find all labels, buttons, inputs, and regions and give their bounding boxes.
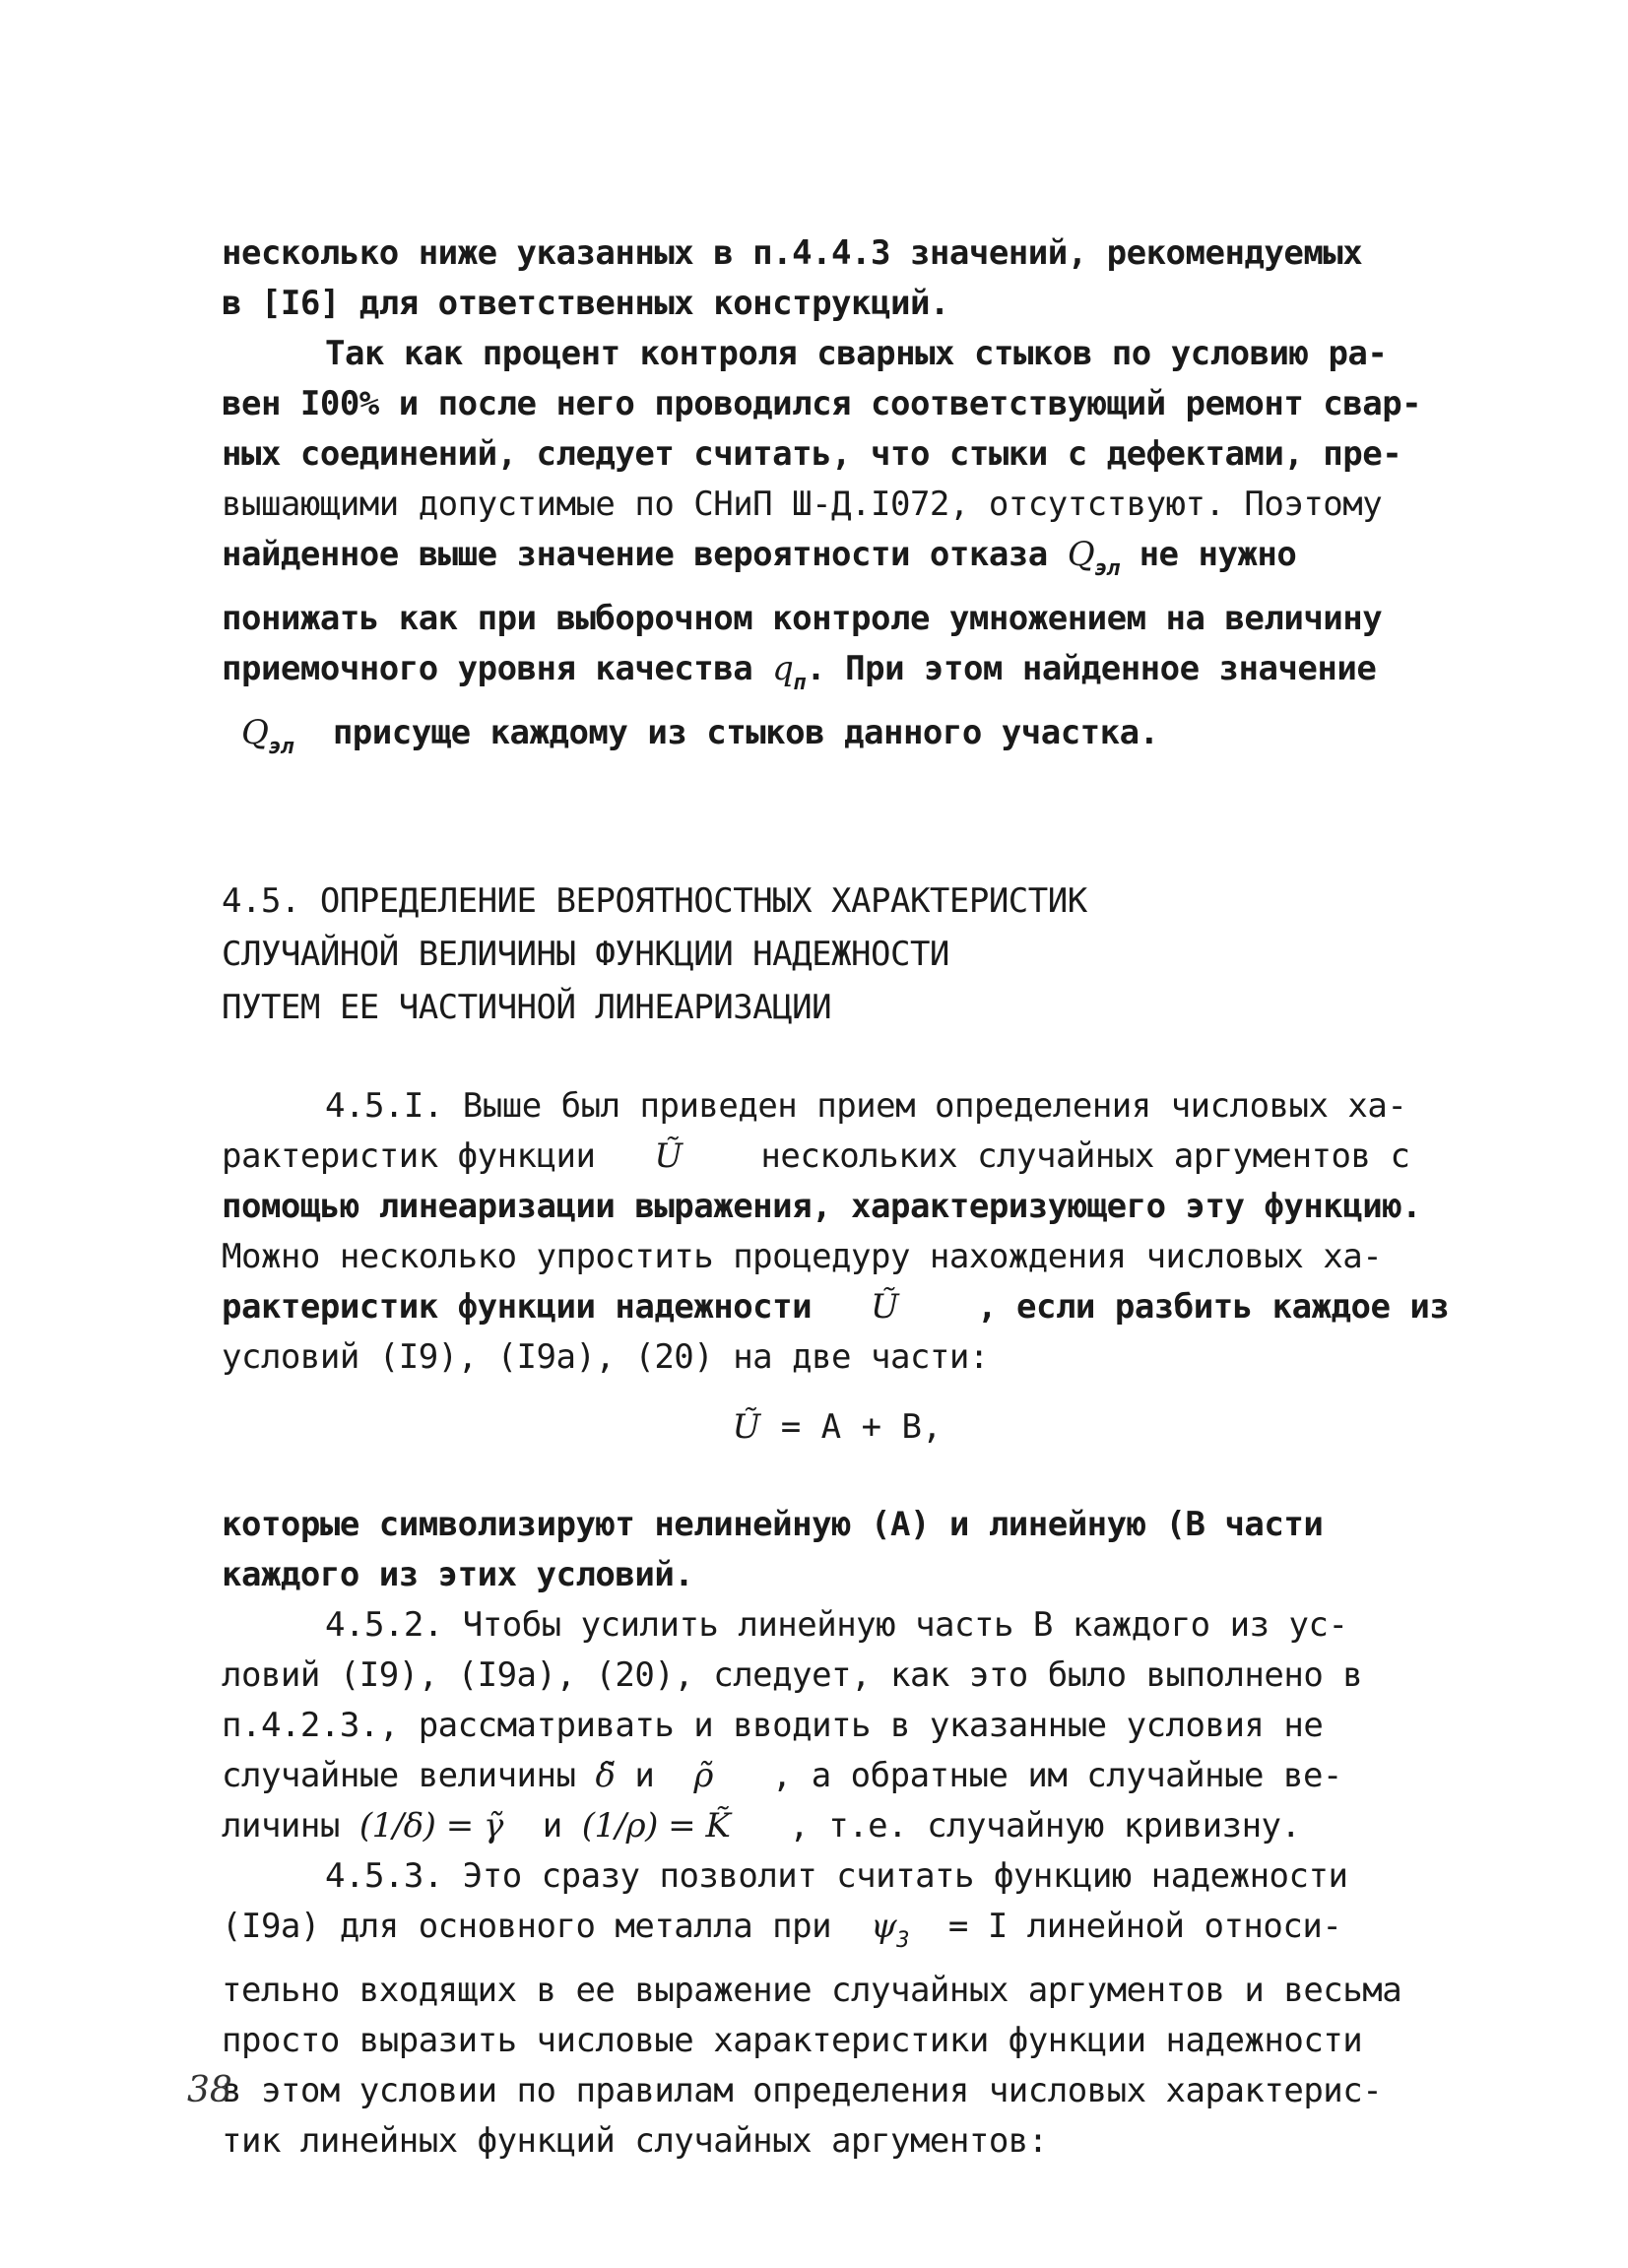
text-line: Можно несколько упростить процедуру нахождения числовых ха-: [222, 1237, 1383, 1276]
text-line: 4.5.3. Это сразу позволит считать функцию надежности: [325, 1856, 1348, 1896]
text-line: несколько ниже указанных в п.4.4.3 значений, рекомендуемых: [222, 233, 1363, 273]
math-symbol-u: Ũ: [654, 1136, 683, 1176]
text-line: тельно входящих в ее выражение случайных аргументов и весьма: [222, 1971, 1402, 2010]
text-line: тик линейных функций случайных аргументов:: [222, 2121, 1048, 2161]
text-line: ных соединений, следует считать, что стыки с дефектами, пре-: [222, 434, 1402, 474]
text-line: 4.5.2. Чтобы усилить линейную часть В каждого из ус-: [325, 1605, 1348, 1645]
math-expression: (1/ρ) = K̃: [581, 1806, 731, 1846]
text-line: понижать как при выборочном контроле умножением на величину: [222, 599, 1383, 638]
text-line: условий (I9), (I9а), (20) на две части:: [222, 1337, 989, 1377]
text-segment: приемочного уровня качества: [222, 649, 753, 688]
text-segment: рактеристик функции: [222, 1136, 596, 1176]
text-line: помощью линеаризации выражения, характеризующего эту функцию.: [222, 1187, 1422, 1226]
text-segment: (I9а) для основного металла при: [222, 1907, 832, 1946]
text-line: каждого из этих условий.: [222, 1555, 694, 1594]
text-line: просто выразить числовые характеристики функции надежности: [222, 2021, 1363, 2060]
text-line: [222, 1132, 1453, 1182]
text-line: 4.5.I. Выше был приведен прием определения числовых ха-: [325, 1086, 1407, 1126]
text-segment: рактеристик функции надежности: [222, 1287, 813, 1327]
math-subscript: 3: [896, 1928, 909, 1953]
text-line: [222, 708, 1453, 772]
text-segment: случайные величины: [222, 1756, 576, 1795]
section-heading: 4.5. ОПРЕДЕЛЕНИЕ ВЕРОЯТНОСТНЫХ ХАРАКТЕРИСТИК: [222, 881, 1087, 921]
text-line: вен I00% и после него проводился соответствующий ремонт свар-: [222, 384, 1422, 423]
text-segment: , если разбить каждое из: [977, 1287, 1450, 1327]
text-line: п.4.2.3., рассматривать и вводить в указанные условия не: [222, 1706, 1324, 1745]
math-subscript: эл: [1094, 556, 1120, 581]
section-heading: СЛУЧАЙНОЙ ВЕЛИЧИНЫ ФУНКЦИИ НАДЕЖНОСТИ: [222, 935, 949, 974]
text-segment: нескольких случайных аргументов с: [760, 1136, 1410, 1176]
math-subscript: п: [793, 671, 807, 695]
text-line: в [I6] для ответственных конструкций.: [222, 284, 949, 323]
math-symbol-delta: δ̃: [595, 1756, 616, 1795]
math-symbol-u: Ũ: [871, 1287, 899, 1327]
math-symbol-psi: ψ: [871, 1907, 897, 1946]
text-segment: не нужно: [1139, 535, 1297, 574]
equation: [222, 1402, 1453, 1453]
math-symbol-q: q: [772, 649, 794, 688]
text-line: [222, 1751, 1453, 1801]
text-line: в этом условии по правилам определения числовых характерис-: [222, 2071, 1383, 2110]
text-segment: личины: [222, 1806, 340, 1846]
text-line: Так как процент контроля сварных стыков по условию ра-: [325, 334, 1388, 373]
document-page: [222, 228, 1453, 2167]
math-symbol-u: Ũ: [732, 1407, 761, 1447]
text-line: [222, 1902, 1453, 1966]
text-line: которые символизируют нелинейную (A) и линейную (B части: [222, 1505, 1324, 1544]
text-segment: . При этом найденное значение: [806, 649, 1377, 688]
text-segment: найденное выше значение вероятности отказа: [222, 535, 1048, 574]
text-line: вышающими допустимые по СНиП Ш-Д.I072, отсутствуют. Поэтому: [222, 485, 1383, 524]
text-line: [222, 1282, 1453, 1332]
math-subscript: эл: [268, 735, 293, 759]
math-symbol-q: Q: [1067, 535, 1095, 574]
text-segment: и: [634, 1756, 655, 1795]
text-segment: присуще каждому из стыков данного участка.: [332, 713, 1159, 752]
math-symbol-rho: ρ̃: [693, 1756, 713, 1795]
text-line: [222, 1801, 1453, 1851]
math-symbol-q: Q: [241, 713, 269, 752]
equation-rest: = A + B,: [780, 1407, 943, 1447]
text-segment: = I линейной относи-: [947, 1907, 1342, 1946]
text-line: [222, 530, 1453, 594]
text-segment: , т.е. случайную кривизну.: [789, 1806, 1301, 1846]
text-line: ловий (I9), (I9а), (20), следует, как это было выполнено в: [222, 1655, 1363, 1695]
page-number: 38: [187, 2070, 232, 2110]
math-expression: (1/δ) = γ̃: [358, 1806, 503, 1846]
text-segment: и: [542, 1806, 562, 1846]
section-heading: ПУТЕМ ЕЕ ЧАСТИЧНОЙ ЛИНЕАРИЗАЦИИ: [222, 988, 832, 1027]
text-line: [222, 644, 1453, 708]
text-segment: , а обратные им случайные ве-: [771, 1756, 1342, 1795]
